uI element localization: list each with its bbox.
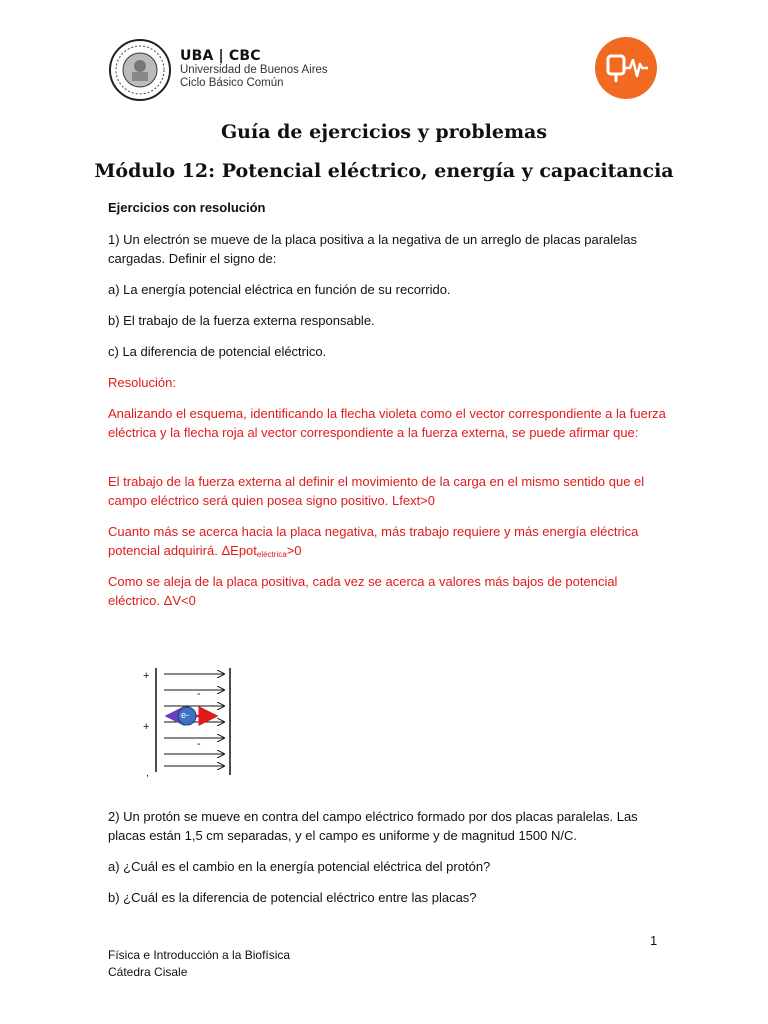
biophysics-logo-icon (594, 36, 658, 100)
resolution-heading: Resolución: (108, 375, 176, 390)
resolution-paragraph-3-text: Cuanto más se acerca hacia la placa negativa, más trabajo requiere y más energía eléctrica potencial adquirirá. ΔEpot (108, 524, 639, 558)
brand-university: Universidad de Buenos Aires (180, 64, 328, 76)
footer-course: Física e Introducción a la Biofísica (108, 948, 291, 962)
module-title: Módulo 12: Potencial eléctrico, energía y capacitancia (94, 160, 674, 182)
exercise-2-item-b: b) ¿Cuál es la diferencia de potencial eléctrico entre las placas? (108, 890, 477, 905)
energy-subscript: eléctrica (256, 550, 287, 559)
resolution-paragraph-4: Como se aleja de la placa positiva, cada vez se acerca a valores más bajos de potencial eléctrico. ΔV<0 (108, 574, 618, 608)
resolution-paragraph-2: El trabajo de la fuerza externa al definir el movimiento de la carga en el mismo sentido que el campo eléctrico será quien posea signo positivo. Lfext>0 (108, 474, 645, 508)
exercise-1-item-c: c) La diferencia de potencial eléctrico. (108, 344, 327, 359)
section-heading: Ejercicios con resolución (108, 200, 266, 215)
electron-label: e- (181, 710, 190, 720)
university-seal-icon (108, 38, 172, 102)
resolution-paragraph-3 (108, 522, 668, 564)
footer-chair: Cátedra Cisale (108, 965, 188, 979)
brand-cycle: Ciclo Básico Común (180, 77, 284, 89)
resolution-paragraph-3-end: >0 (286, 543, 302, 558)
plus-sign-bottom: + (143, 721, 150, 733)
exercise-2-item-a: a) ¿Cuál es el cambio en la energía potencial eléctrica del protón? (108, 859, 491, 874)
plus-sign-top: + (143, 670, 150, 682)
parallel-plates-diagram (140, 660, 250, 785)
uba-cbc-brand (180, 48, 328, 90)
exercise-1-statement: 1) Un electrón se mueve de la placa positiva a la negativa de un arreglo de placas paralelas cargadas. Definir el signo de: (108, 232, 637, 266)
guide-title: Guía de ejercicios y problemas (220, 121, 548, 143)
minus-sign-bottom: - (197, 738, 201, 750)
resolution-paragraph-1: Analizando el esquema, identificando la flecha violeta como el vector correspondiente a la fuerza eléctrica y la flecha roja al vector correspondiente a la fuerza externa, se puede afirmar que: (108, 406, 666, 440)
minus-sign-top: - (197, 688, 201, 700)
parallel-plates-svg (140, 660, 250, 785)
exercise-1-item-b: b) El trabajo de la fuerza externa responsable. (108, 313, 375, 328)
exercise-2-statement: 2) Un protón se mueve en contra del campo eléctrico formado por dos placas paralelas. Las placas están 1,5 cm separadas, y el campo es uniforme y de magnitud 1500 N/C. (108, 809, 638, 843)
stray-comma: , (146, 768, 149, 779)
page-number: 1 (650, 933, 658, 948)
brand-name: UBA | CBC (180, 48, 261, 64)
exercise-1-item-a: a) La energía potencial eléctrica en función de su recorrido. (108, 282, 451, 297)
